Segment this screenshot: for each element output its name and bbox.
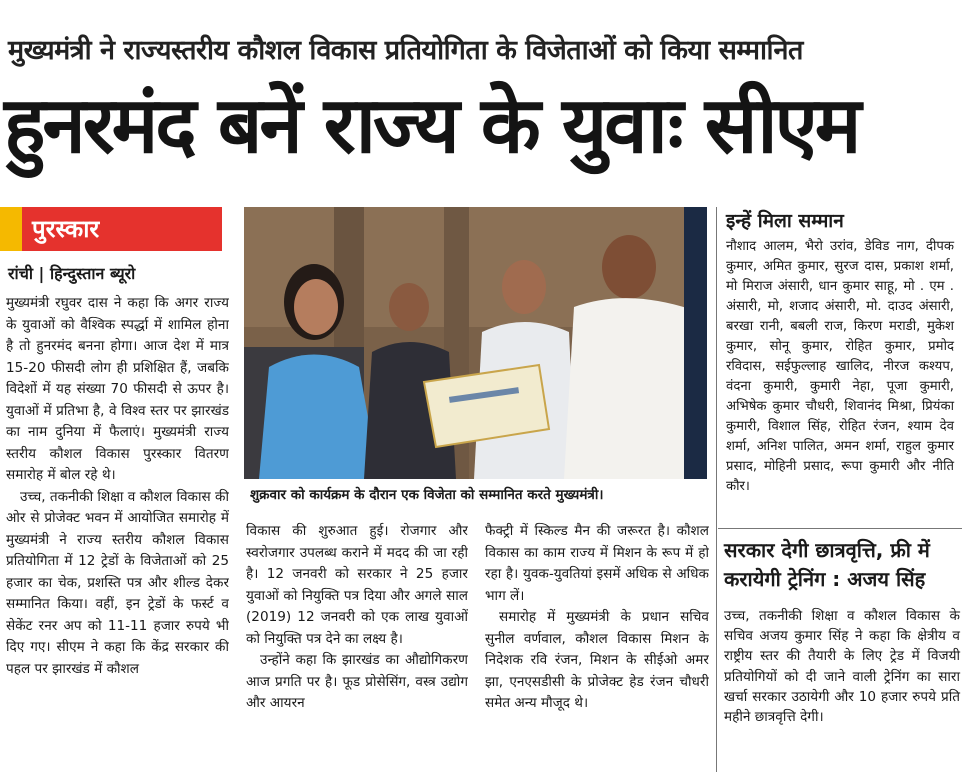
honorees-title: इन्हें मिला सम्मान xyxy=(726,210,844,232)
sidebar-body: उच्च, तकनीकी शिक्षा व कौशल विकास के सचिव अजय कुमार सिंह ने कहा कि क्षेत्रीय व राष्ट्रीय स्तर की तैयारी के लिए ट्रेड में विजयी प्रतियोगियों को दी जाने वाली ट्रेनिंग का सारा खर्चा सरकार उठायेगी और 10 हजार रुपये प्रति महीने छात्रवृत्ति देगी। xyxy=(724,608,960,726)
photo-caption: शुक्रवार को कार्यक्रम के दौरान एक विजेता को सम्मानित करते मुख्यमंत्री। xyxy=(250,487,604,503)
article-column-1 xyxy=(6,293,229,768)
award-ceremony-image xyxy=(244,207,707,479)
sidebar-headline: सरकार देगी छात्रवृत्ति, फ्री में करायेगी ट्रेनिंग : अजय सिंह xyxy=(724,538,930,591)
honorees-list: नौशाद आलम, भैरो उरांव, डेविड नाग, दीपक कुमार, अमित कुमार, सुरज दास, प्रकाश शर्मा, मो मिराज अंसारी, धान कुमार साहू, मो . एम . अंसारी, मो, शजाद अंसारी, मो. दाउद अंसारी, बरखा रानी, बबली राज, किरण मराडी, मुकेश कुमार, सोनू कुमार, रोहित कुमार, प्रमोद रविदास, सईफुल्लाह खालिद, नीरज कश्यप, वंदना कुमारी, कुमारी नेहा, पूजा कुमारी, अभिषेक कुमार चौधरी, शिवानंद मिश्रा, प्रियंका कुमारी, विशाल सिंह, रोहित रंजन, श्याम देव शर्मा, अनिश पालित, अमन शर्मा, राहुल कुमार प्रसाद, मोहिनी प्रसाद, रूपा कुमारी और नीति कौर। xyxy=(726,239,954,494)
kicker-headline: मुख्यमंत्री ने राज्यस्तरीय कौशल विकास प्रतियोगिता के विजेताओं को किया सम्मानित xyxy=(8,35,803,66)
paragraph: उन्होंने कहा कि झारखंड का औद्योगिकरण आज प्रगति पर है। फूड प्रोसेसिंग, वस्त्र उद्योग और आयरन xyxy=(246,652,468,711)
article-column-2 xyxy=(246,521,468,771)
dateline: रांची | हिन्दुस्तान ब्यूरो xyxy=(8,264,136,283)
box-divider xyxy=(718,528,962,529)
paragraph: फैक्ट्री में स्किल्ड मैन की जरूरत है। कौशल विकास का काम राज्य में मिशन के रूप में हो रहा है। युवक-युवतियां इसमें अधिक से अधिक भाग लें। xyxy=(485,523,709,604)
section-tag-label: पुरस्कार xyxy=(32,215,100,243)
paragraph: विकास की शुरुआत हुई। रोजगार और स्वरोजगार उपलब्ध कराने में मदद की जा रही है। 12 जनवरी को सरकार ने 25 हजार युवाओं को नियुक्ति पत्र दिया और अगले साल (2019) 12 जनवरी को एक लाख युवाओं को नियुक्ति पत्र देने का लक्ष्य है। xyxy=(246,523,468,647)
main-headline: हुनरमंद बनें राज्य के युवाः सीएम xyxy=(4,81,859,171)
paragraph: उच्च, तकनीकी शिक्षा व कौशल विकास की ओर से प्रोजेक्ट भवन में आयोजित समारोह में मुख्यमंत्री ने राज्य स्तरीय कौशल विकास प्रतियोगिता में 12 ट्रेडों के विजेताओं को 25 हजार का चेक, प्रशस्ति पत्र और शील्ड देकर सम्मानित किया। वहीं, इन ट्रेडों के फर्स्ट व सेकेंट रनर अप को 11-11 हजार रुपये भी दिए गए। सीएम ने कहा कि केंद्र सरकार की पहल पर झारखंड में कौशल xyxy=(6,488,229,677)
column-divider xyxy=(716,207,717,772)
news-photo xyxy=(244,207,707,479)
section-tag-accent xyxy=(0,207,22,251)
paragraph: मुख्यमंत्री रघुवर दास ने कहा कि अगर राज्य के युवाओं को वैश्विक स्पर्द्धा में शामिल होना है तो हुनरमंद बनना होगा। आज देश में मात्र 15-20 फीसदी लोग ही प्रशिक्षित हैं, जबकि विदेशों में यह संख्या 70 फीसदी से ऊपर है। युवाओं में प्रतिभा है, वे विश्व स्तर पर झारखंड का नाम दुनिया में फैलाएं। मुख्यमंत्री राज्य स्तरीय कौशल विकास पुरस्कार वितरण समारोह में बोल रहे थे। xyxy=(6,295,229,483)
article-column-3 xyxy=(485,521,709,771)
paragraph: समारोह में मुख्यमंत्री के प्रधान सचिव सुनील वर्णवाल, कौशल विकास मिशन के निदेशक रवि रंजन, मिशन के सीईओ अमर झा, एनएसडीसी के प्रोजेक्ट हेड रंजन चौधरी समेत अन्य मौजूद थे। xyxy=(485,609,709,711)
